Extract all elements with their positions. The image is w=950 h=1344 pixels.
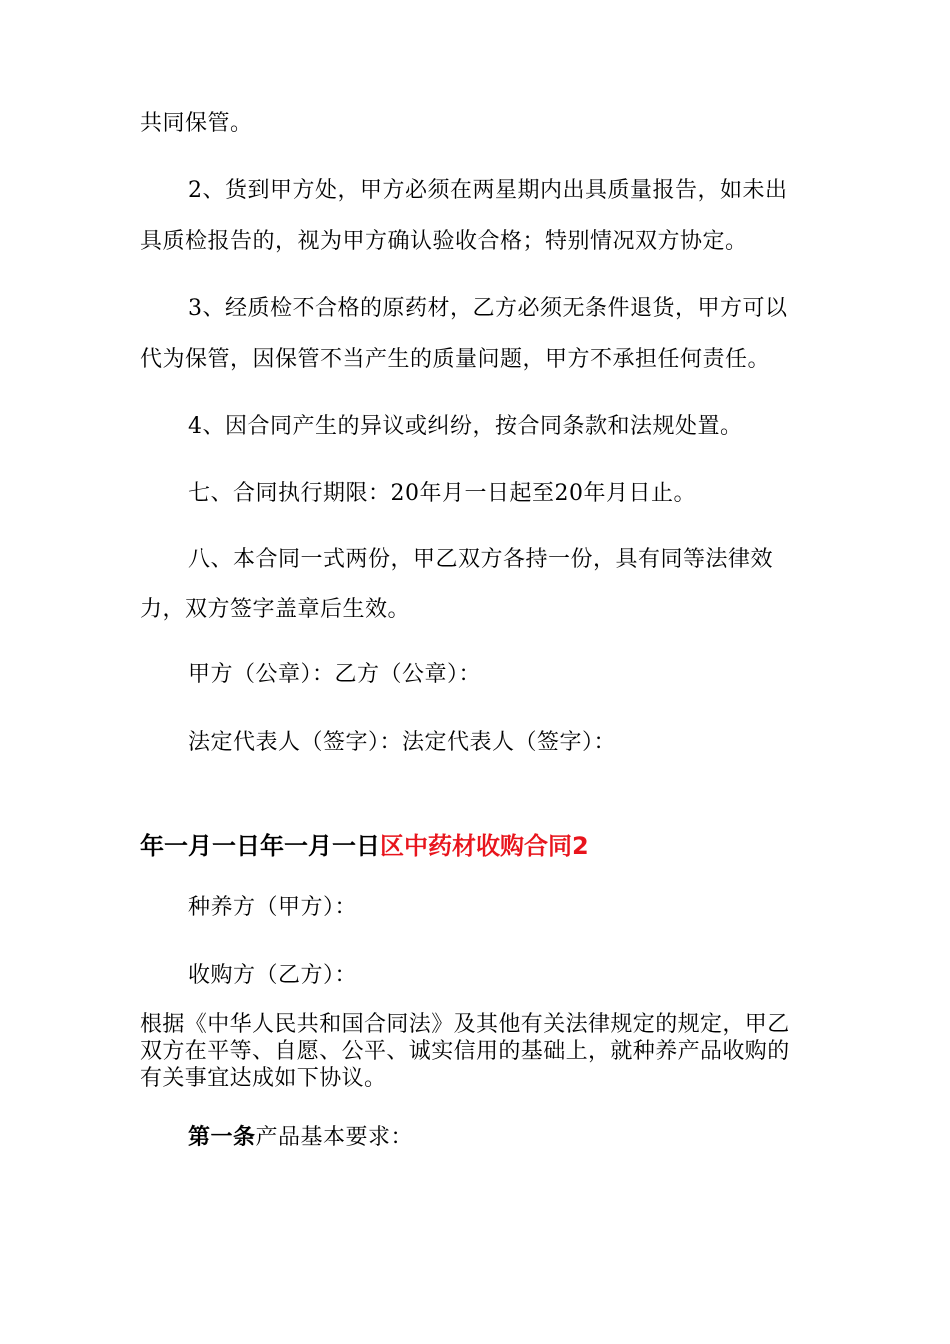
preamble-line: 双方在平等、自愿、公平、诚实信用的基础上，就种养产品收购的 <box>140 1039 790 1064</box>
paragraph-line: 共同保管。 <box>140 111 253 136</box>
preamble-line: 根据《中华人民共和国合同法》及其他有关法律规定的规定，甲乙 <box>140 1012 790 1037</box>
party-a-line: 种养方（甲方）： <box>188 895 358 920</box>
article-label: 第一条 <box>188 1125 256 1150</box>
signature-representative-line: 法定代表人（签字）：法定代表人（签字）： <box>188 730 617 755</box>
article-heading <box>188 1123 413 1153</box>
signature-seal-line: 甲方（公章）：乙方（公章）： <box>188 662 482 687</box>
paragraph-line: 八、本合同一式两份，甲乙双方各持一份，具有同等法律效 <box>188 547 774 572</box>
preamble-line: 有关事宜达成如下协议。 <box>140 1066 387 1091</box>
paragraph-line: 2、货到甲方处，甲方必须在两星期内出具质量报告，如未出 <box>188 178 788 203</box>
party-b-line: 收购方（乙方）： <box>188 963 358 988</box>
paragraph-line: 4、因合同产生的异议或纠纷，按合同条款和法规处置。 <box>188 414 743 439</box>
paragraph-line: 具质检报告的，视为甲方确认验收合格；特别情况双方协定。 <box>140 229 748 254</box>
paragraph-line: 力，双方签字盖章后生效。 <box>140 597 411 622</box>
heading-title: 区中药材收购合同2 <box>380 832 589 860</box>
article-text: 产品基本要求： <box>255 1125 414 1150</box>
paragraph-line: 3、经质检不合格的原药材，乙方必须无条件退货，甲方可以 <box>188 296 788 321</box>
paragraph-line: 七、合同执行期限：20年月一日起至20年月日止。 <box>188 481 696 506</box>
heading-date-prefix: 年一月一日年一月一日 <box>140 832 380 860</box>
section-heading <box>140 830 589 862</box>
paragraph-line: 代为保管，因保管不当产生的质量问题，甲方不承担任何责任。 <box>140 347 771 372</box>
